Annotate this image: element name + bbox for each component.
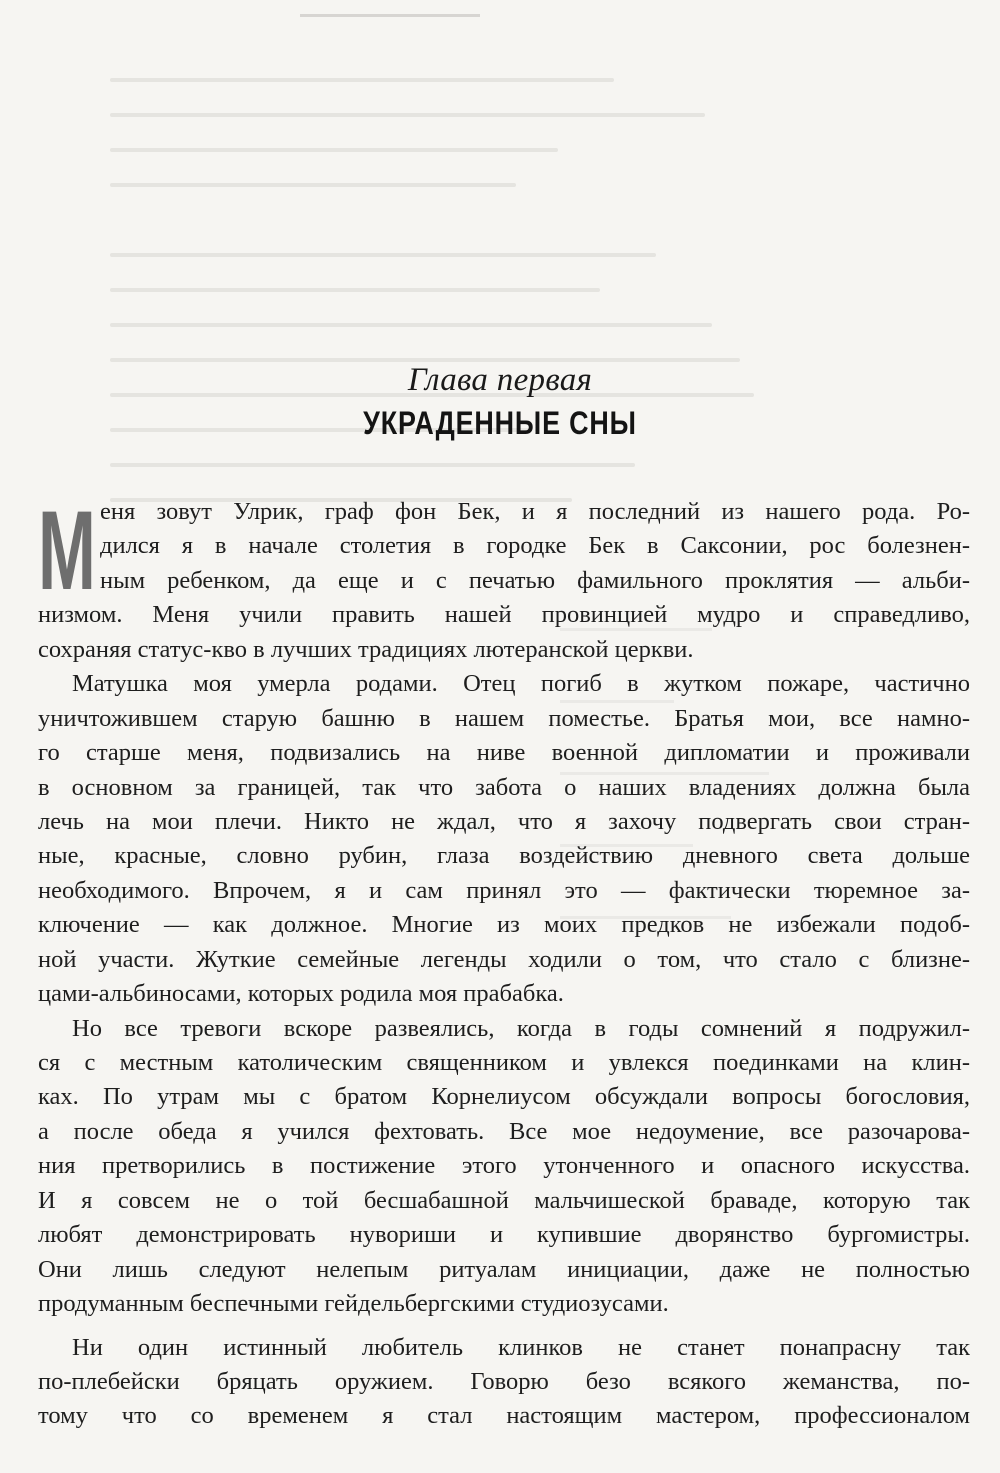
text-line: ной участи. Жуткие семейные легенды ходили о том, что стало с близне- [38,945,970,973]
text-line: тому что со временем я стал настоящим мастером, профессионалом [38,1402,970,1430]
text-line: ся с местным католическим священником и увлекся поединками на клин- [38,1049,970,1076]
paragraph-4 [38,1331,970,1434]
text-line: ключение — как должное. Многие из моих предков не избежали подоб- [38,911,970,939]
text-line: в основном за границей, так что забота о наших владениях должна была [38,773,970,801]
text-line: Они лишь следуют нелепым ритуалам инициации, даже не полностью [38,1255,970,1283]
paragraph-1 [38,488,970,667]
paragraph-3 [38,1012,970,1322]
text-line: Но все тревоги вскоре развеялись, когда в годы сомнений я подружил- [72,1014,970,1042]
drop-cap: М [38,488,96,613]
text-line: еня зовут Улрик, граф фон Бек, и я последний из нашего рода. Ро- [100,498,970,525]
bleed-through-text [110,78,810,518]
text-line: ные, красные, словно рубин, глаза воздействию дневного света дольше [38,842,970,870]
text-line: по-плебейски бряцать оружием. Говорю безо всякого жеманства, по- [38,1367,970,1395]
body-text [38,488,970,1434]
text-line: необходимого. Впрочем, я и сам принял это — фактически тюремное за- [38,876,970,904]
text-line: низмом. Меня учили править нашей провинцией мудро и справедливо, [38,601,970,629]
paragraph-2 [38,667,970,1011]
text-line: И я совсем не о той бесшабашной мальчишеской браваде, которую так [38,1186,970,1214]
text-line: лечь на мои плечи. Никто не ждал, что я захочу подвергать свои стран- [38,807,970,835]
text-line: ния претворились в постижение этого утонченного и опасного искусства. [38,1152,970,1180]
text-line: сохраняя статус-кво в лучших традициях лютеранской церкви. [38,635,694,663]
chapter-label: Глава первая [407,362,593,398]
paragraph-spacer [38,1322,970,1331]
text-line: ным ребенком, да еще и с печатью фамильного проклятия — альби- [100,566,970,594]
text-line: уничтожившем старую башню в нашем поместье. Братья мои, все намно- [38,704,970,732]
text-line: Ни один истинный любитель клинков не станет понапрасну так [72,1333,970,1361]
text-line: любят демонстрировать нувориши и купившие дворянство бургомистры. [38,1221,970,1249]
text-line: ках. По утрам мы с братом Корнелиусом обсуждали вопросы богословия, [38,1083,970,1111]
text-line: а после обеда я учился фехтовать. Все мое недоумение, все разочарова- [38,1117,970,1145]
chapter-title: УКРАДЕННЫЕ СНЫ [363,405,637,441]
text-line: Матушка моя умерла родами. Отец погиб в жутком пожаре, частично [72,670,970,698]
text-line: го старше меня, подвизались на ниве военной дипломатии и проживали [38,739,970,767]
text-line: цами-альбиносами, которых родила моя прабабка. [38,980,564,1008]
bleed-through-rule [300,14,480,17]
text-line: продуманным беспечными гейдельбергскими студиозусами. [38,1290,669,1318]
text-line: дился я в начале столетия в городке Бек в Саксонии, рос болезнен- [100,532,970,560]
